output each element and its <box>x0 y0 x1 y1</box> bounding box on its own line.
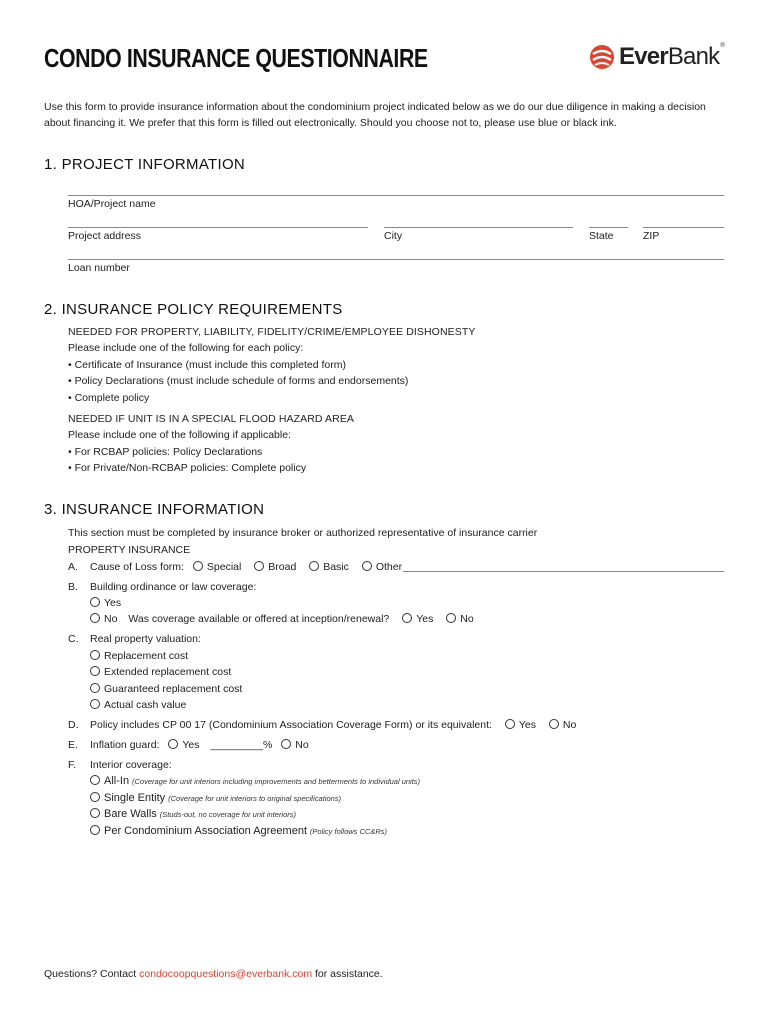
list-item: • Complete policy <box>68 392 150 404</box>
section1-heading: 1. PROJECT INFORMATION <box>44 156 246 173</box>
property-insurance-subheading: PROPERTY INSURANCE <box>68 544 191 556</box>
option-single-entity[interactable]: Single Entity (Coverage for unit interiors to original specifications) <box>90 792 341 804</box>
zip-label: ZIP <box>643 230 660 242</box>
option-broad[interactable]: Broad <box>254 561 296 573</box>
logo-wordmark: EverBank® <box>619 43 724 70</box>
inflation-percent-field[interactable]: _________% <box>210 739 273 751</box>
block2-title: NEEDED IF UNIT IS IN A SPECIAL FLOOD HAZARD AREA <box>68 413 355 425</box>
question-c-label: Real property valuation: <box>90 633 201 645</box>
state-input-line[interactable] <box>589 227 628 228</box>
hoa-input-line[interactable] <box>68 195 724 196</box>
question-b-followup-row <box>90 613 484 625</box>
option-replacement-cost[interactable]: Replacement cost <box>90 650 188 662</box>
option-e-yes[interactable]: Yes <box>168 739 199 751</box>
everbank-logo <box>589 42 724 72</box>
section3-note: This section must be completed by insurance broker or authorized representative of insurance carrier <box>68 527 538 539</box>
question-d-row <box>90 719 586 731</box>
radio-icon[interactable] <box>505 719 515 729</box>
intro-text: Use this form to provide insurance information about the condominium project indicated below as we do our due diligence in making a decision about financing it. We prefer that this form is filled out electronically. Should you choose not to, please use blue or black ink. <box>44 101 706 129</box>
zip-input-line[interactable] <box>643 227 724 228</box>
footer-contact: Questions? Contact condocoopquestions@everbank.com for assistance. <box>44 968 383 980</box>
option-guaranteed-replacement-cost[interactable]: Guaranteed replacement cost <box>90 683 242 695</box>
option-note: (Coverage for unit interiors to original specifications) <box>168 794 342 803</box>
radio-icon[interactable] <box>90 699 100 709</box>
option-d-yes[interactable]: Yes <box>505 719 536 731</box>
question-b-followup: Was coverage available or offered at inception/renewal? <box>128 613 390 625</box>
option-e-no[interactable]: No <box>281 739 308 751</box>
everbank-logo-icon <box>589 44 615 70</box>
radio-icon[interactable] <box>446 613 456 623</box>
radio-icon[interactable] <box>90 825 100 835</box>
radio-icon[interactable] <box>193 561 203 571</box>
list-item: • For RCBAP policies: Policy Declarations <box>68 446 263 458</box>
section3-heading: 3. INSURANCE INFORMATION <box>44 501 265 518</box>
option-note: (Studs-out, no coverage for unit interiors) <box>159 810 297 819</box>
question-c-letter: C. <box>68 633 79 645</box>
radio-icon[interactable] <box>309 561 319 571</box>
state-label: State <box>589 230 614 242</box>
question-d-label: Policy includes CP 00 17 (Condominium Association Coverage Form) or its equivalent: <box>90 719 492 731</box>
option-b-followup-yes[interactable]: Yes <box>402 613 433 625</box>
radio-icon[interactable] <box>90 683 100 693</box>
option-other[interactable]: Other <box>362 561 402 573</box>
radio-icon[interactable] <box>90 650 100 660</box>
page-title: CONDO INSURANCE QUESTIONNAIRE <box>44 43 428 73</box>
city-input-line[interactable] <box>384 227 573 228</box>
option-special[interactable]: Special <box>193 561 241 573</box>
option-note: (Coverage for unit interiors including improvements and betterments to individual units) <box>131 777 421 786</box>
option-note: (Policy follows CC&Rs) <box>309 827 388 836</box>
question-f-letter: F. <box>68 759 77 771</box>
radio-icon[interactable] <box>90 613 100 623</box>
radio-icon[interactable] <box>254 561 264 571</box>
question-a: A. <box>68 561 78 573</box>
radio-icon[interactable] <box>402 613 412 623</box>
option-b-followup-no[interactable]: No <box>446 613 473 625</box>
block1-intro: Please include one of the following for each policy: <box>68 342 304 354</box>
question-d-letter: D. <box>68 719 79 731</box>
option-all-in[interactable]: All-In (Coverage for unit interiors including improvements and betterments to individual units) <box>90 775 420 787</box>
question-e-letter: E. <box>68 739 78 751</box>
radio-icon[interactable] <box>90 597 100 607</box>
loan-label: Loan number <box>68 262 130 274</box>
other-input-line[interactable] <box>403 571 724 572</box>
radio-icon[interactable] <box>90 775 100 785</box>
address-input-line[interactable] <box>68 227 368 228</box>
question-b-letter: B. <box>68 581 78 593</box>
question-a-label: Cause of Loss form: <box>90 561 184 573</box>
radio-icon[interactable] <box>362 561 372 571</box>
question-f-label: Interior coverage: <box>90 759 172 771</box>
question-e-row <box>90 739 309 751</box>
question-b-label: Building ordinance or law coverage: <box>90 581 257 593</box>
block2-intro: Please include one of the following if applicable: <box>68 429 291 441</box>
radio-icon[interactable] <box>90 808 100 818</box>
option-b-yes[interactable]: Yes <box>90 597 121 609</box>
list-item: • Policy Declarations (must include schedule of forms and endorsements) <box>68 375 409 387</box>
list-item: • Certificate of Insurance (must include this completed form) <box>68 359 346 371</box>
option-extended-replacement-cost[interactable]: Extended replacement cost <box>90 666 231 678</box>
city-label: City <box>384 230 403 242</box>
question-e-label: Inflation guard: <box>90 739 160 751</box>
option-per-association-agreement[interactable]: Per Condominium Association Agreement (Policy follows CC&Rs) <box>90 825 387 837</box>
loan-input-line[interactable] <box>68 259 724 260</box>
option-bare-walls[interactable]: Bare Walls (Studs-out, no coverage for unit interiors) <box>90 808 296 820</box>
option-basic[interactable]: Basic <box>309 561 349 573</box>
question-a-row <box>90 561 412 573</box>
section2-heading: 2. INSURANCE POLICY REQUIREMENTS <box>44 301 343 318</box>
radio-icon[interactable] <box>281 739 291 749</box>
option-d-no[interactable]: No <box>549 719 576 731</box>
address-label: Project address <box>68 230 141 242</box>
radio-icon[interactable] <box>90 792 100 802</box>
block1-title: NEEDED FOR PROPERTY, LIABILITY, FIDELITY/CRIME/EMPLOYEE DISHONESTY <box>68 326 476 338</box>
option-b-no[interactable]: No <box>90 613 117 625</box>
option-actual-cash-value[interactable]: Actual cash value <box>90 699 186 711</box>
radio-icon[interactable] <box>90 666 100 676</box>
radio-icon[interactable] <box>168 739 178 749</box>
hoa-label: HOA/Project name <box>68 198 156 210</box>
radio-icon[interactable] <box>549 719 559 729</box>
contact-email-link[interactable]: condocoopquestions@everbank.com <box>139 968 313 980</box>
list-item: • For Private/Non-RCBAP policies: Complete policy <box>68 462 307 474</box>
